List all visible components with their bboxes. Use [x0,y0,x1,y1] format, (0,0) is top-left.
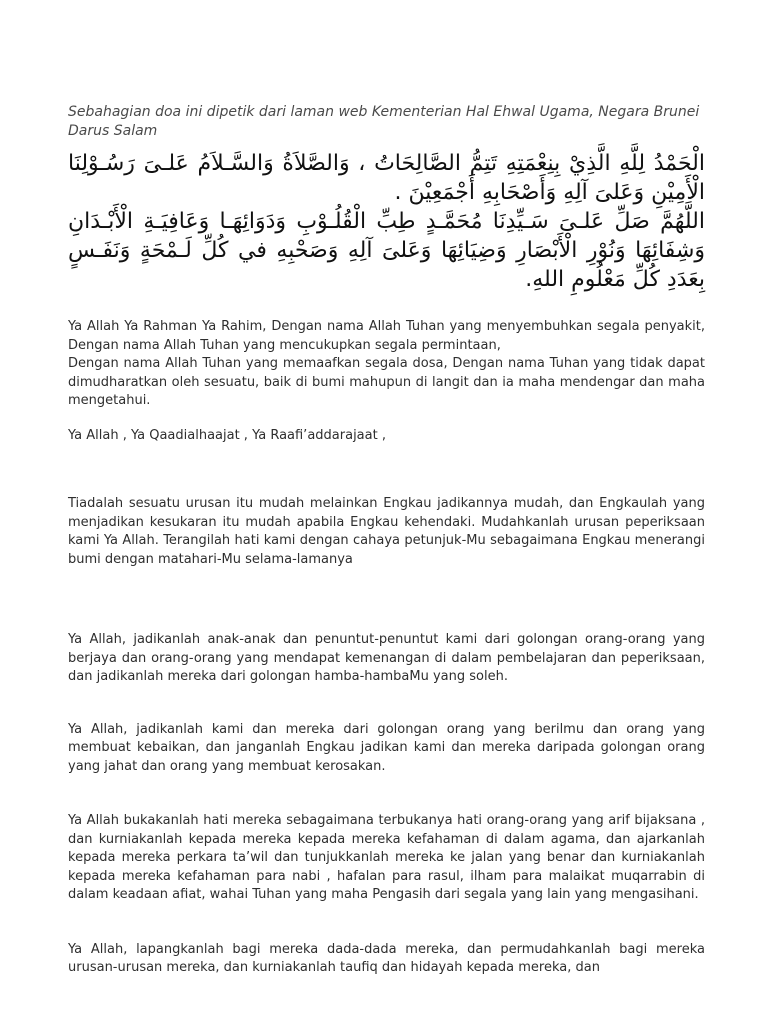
document-page [68,103,705,978]
paragraph-relief: Ya Allah, lapangkanlah bagi mereka dada-dada mereka, dan permudahkanlah bagi mereka urusan-urusan mereka, dan kurniakanlah taufiq dan hidayah kepada mereka, dan [68,941,705,975]
paragraph-understanding: Ya Allah bukakanlah hati mereka sebagaimana terbukanya hati orang-orang yang arif bijaksana , dan kurniakanlah kepada mereka kepada mereka kefahaman di dalam agama, dan ajarkanlah kepada mereka perkara ta’wil dan tunjukkanlah mereka ke jalan yang benar dan kurniakanlah kepada mereka kefahaman para nabi , hafalan para rasul, ilham para malaikat muqarrabin di dalam keadaan afiat, wahai Tuhan yang maha Pengasih dari segala yang lain yang mengasihani. [68,813,705,902]
paragraph-knowledge: Ya Allah, jadikanlah kami dan mereka dari golongan orang yang berilmu dan orang yang membuat kebaikan, dan janganlah Engkau jadikan kami dan mereka daripada golongan orang yang jahat dan orang yang membuat kerosakan. [68,721,705,774]
source-note: Sebahagian doa ini dipetik dari laman web Kementerian Hal Ehwal Ugama, Negara Brunei Darus Salam [68,104,700,139]
paragraph-opening: Ya Allah Ya Rahman Ya Rahim, Dengan nama Allah Tuhan yang menyembuhkan segala penyakit, Dengan nama Allah Tuhan yang mencukupkan segala permintaan, [68,319,705,353]
arabic-prayer [68,149,705,294]
paragraph-opening-continued: Dengan nama Allah Tuhan yang memaafkan segala dosa, Dengan nama Tuhan yang tidak dapat dimudharatkan oleh sesuatu, baik di bumi mahupun di langit dan ia maha mendengar dan maha mengetahui. [68,356,705,408]
arabic-line-praise: الْحَمْدُ لِلَّهِ الَّذِيْ بِنِعْمَتِهِ تَتِمُّ الصَّالِحَاتُ ، وَالصَّلاَةُ وَالسَّـلاَمُ عَلـىَ رَسُـوْلِنَا الْأَمِيْنِ وَعَلىَ آلِهِ وَأَصْحَابِهِ أَجْمَعِيْنَ . [68,151,705,205]
arabic-line-salawat: اللَّهُمَّ صَلِّ عَلـىَ سَـيِّدِنَا مُحَمَّـدٍ طِبِّ الْقُلُـوْبِ وَدَوَائِهَـا وَعَافِيَـةِ الْأَبْـدَانِ وَشِفَائِهَا وَنُوْرِ الْأَبْصَارِ وَضِيَائِهَا وَعَلىَ آلِهِ وَصَحْبِهِ في كُلِّ لَـمْحَةٍ وَنَفَـسٍ بِعَدَدِ كُلِّ مَعْلُومِ اللهِ. [68,209,705,292]
paragraph-ease: Tiadalah sesuatu urusan itu mudah melainkan Engkau jadikannya mudah, dan Engkaulah yang menjadikan kesukaran itu mudah apabila Engkau kehendaki. Mudahkanlah urusan peperiksaan kami Ya Allah. Terangilah hati kami dengan cahaya petunjuk-Mu sebagaimana Engkau menerangi bumi dengan matahari-Mu selama-lamanya [68,496,705,567]
paragraph-invocation: Ya Allah , Ya Qaadialhaajat , Ya Raafi’addarajaat , [68,427,386,443]
paragraph-success: Ya Allah, jadikanlah anak-anak dan penuntut-penuntut kami dari golongan orang-orang yang berjaya dan orang-orang yang mendapat kemenangan di dalam pembelajaran dan peperiksaan, dan jadikanlah mereka dari golongan hamba-hambaMu yang soleh. [68,632,705,684]
